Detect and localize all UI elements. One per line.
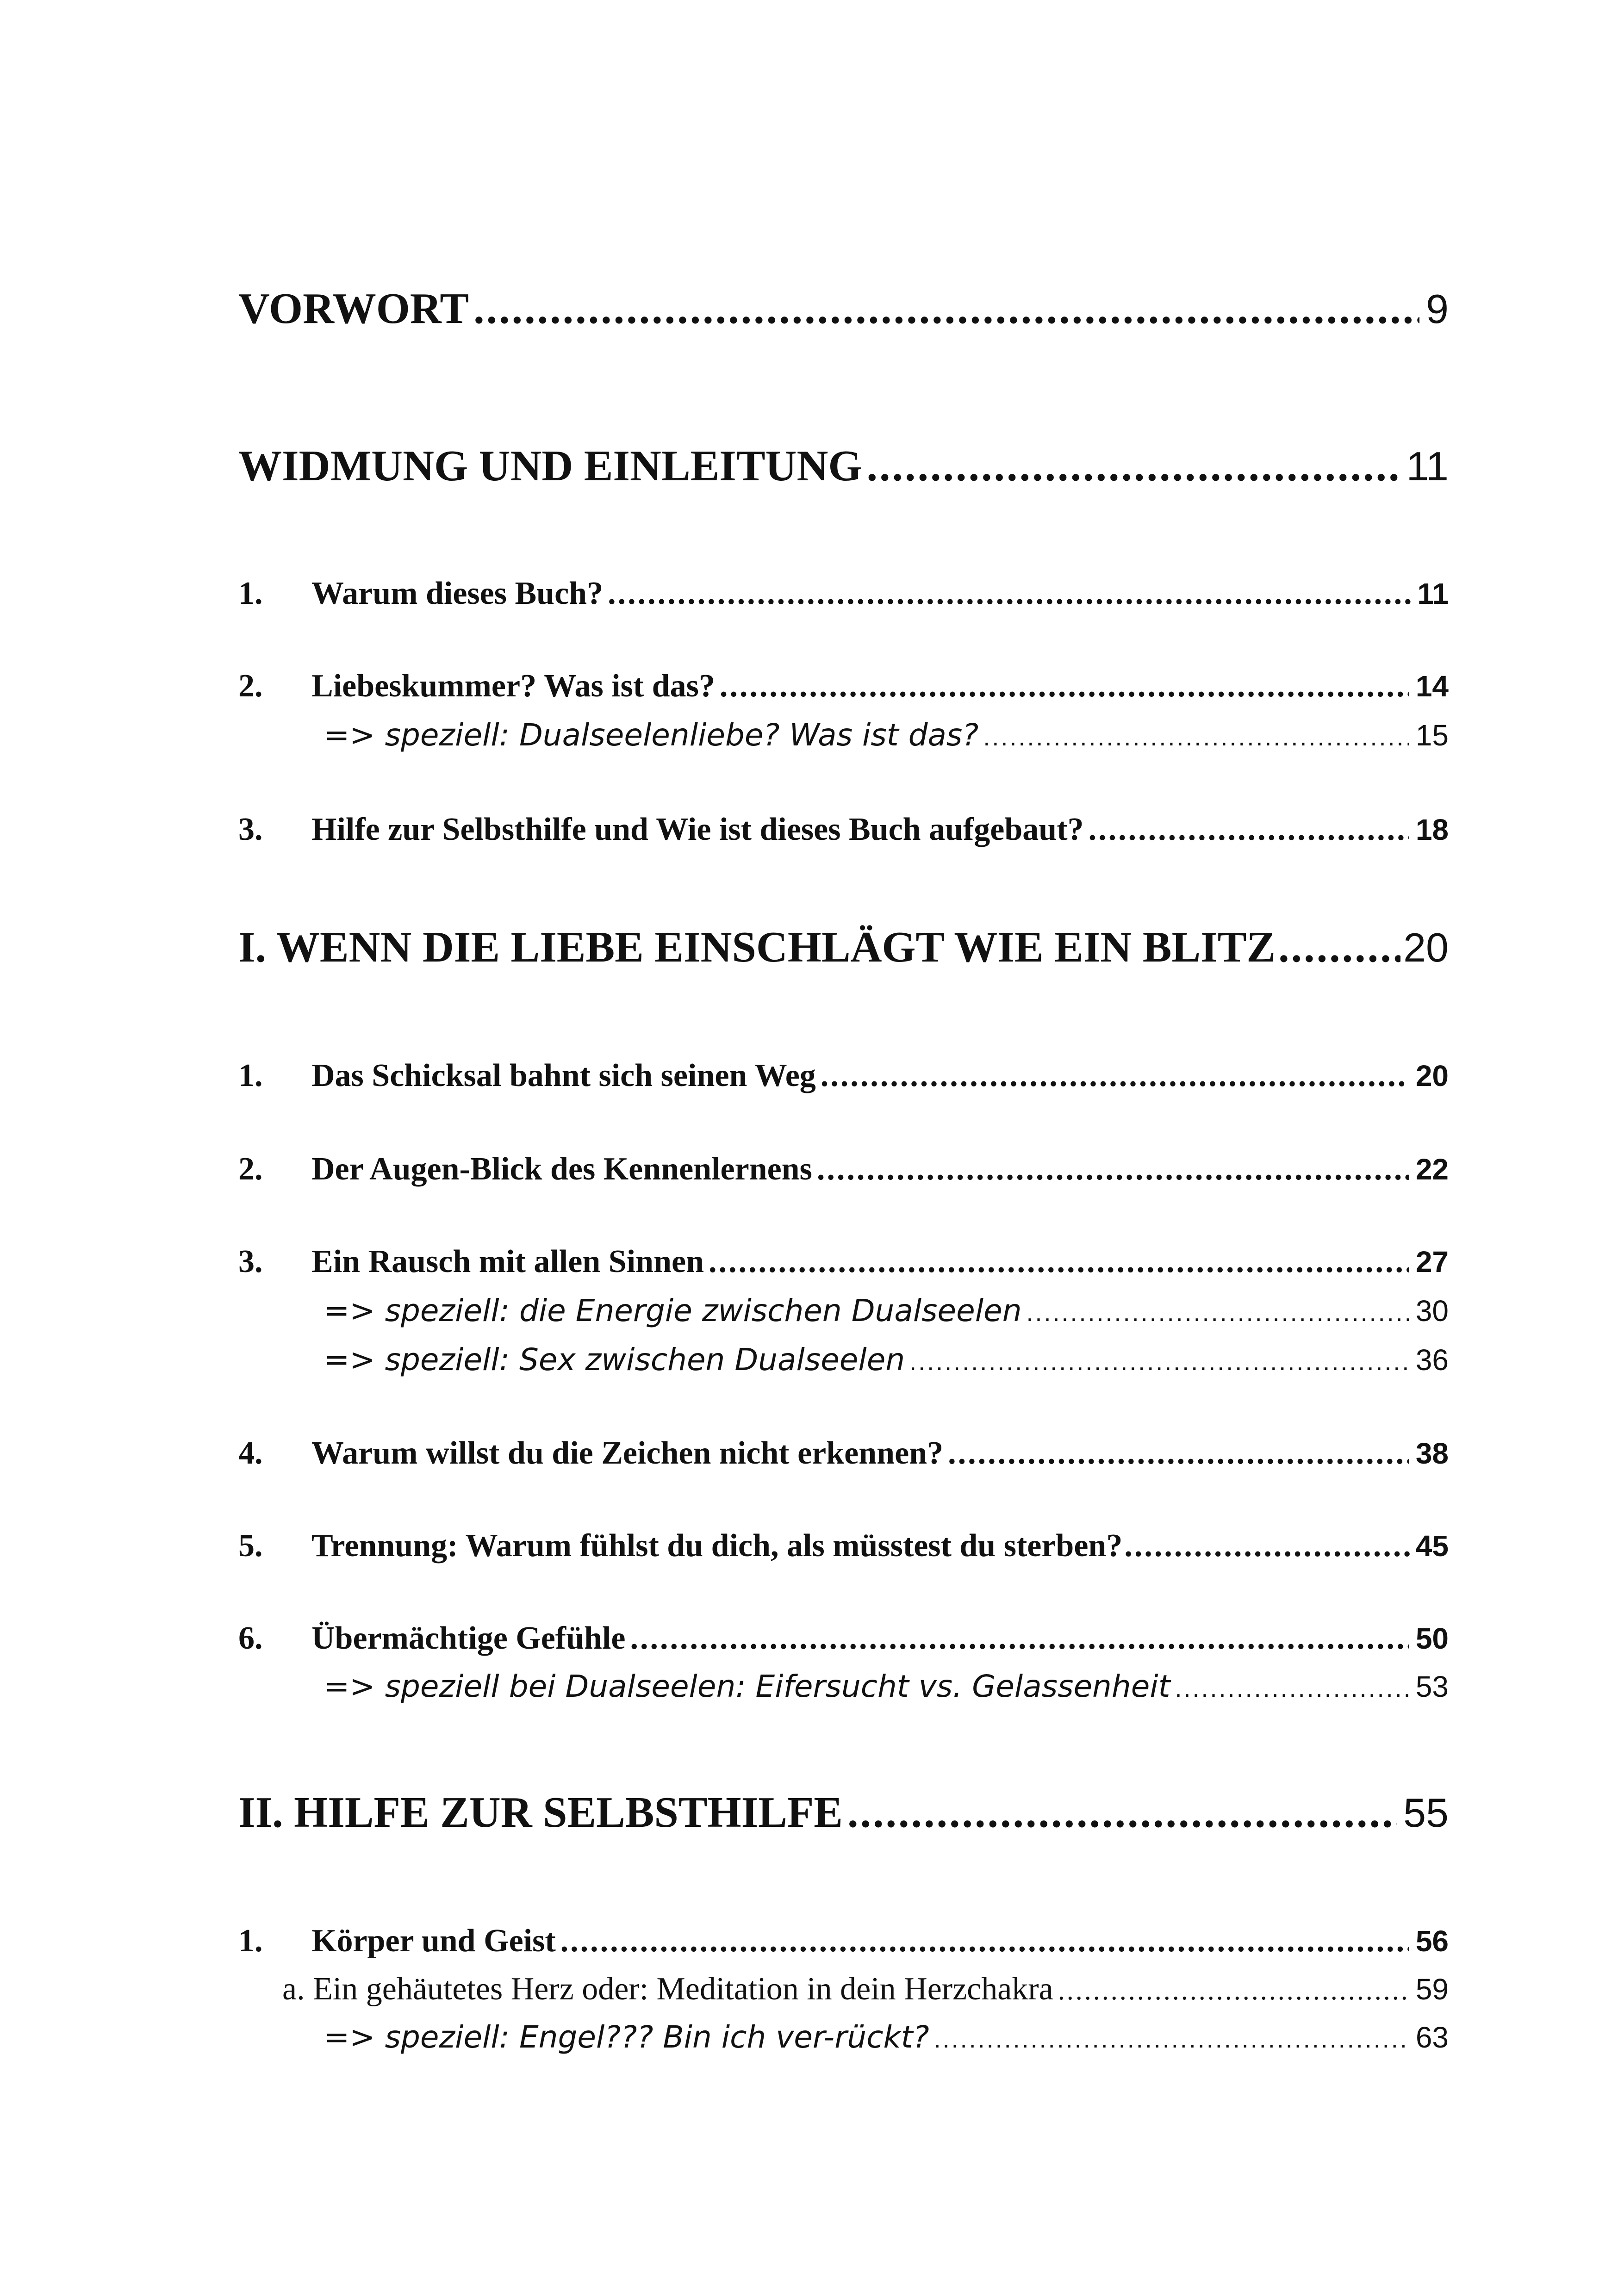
dot-leader: [821, 1060, 1409, 1092]
toc-subentry-eifersucht: [324, 1671, 1449, 1702]
toc-entry-title: Ein Rausch mit allen Sinnen: [311, 1244, 704, 1279]
toc-entry-rausch: [238, 1246, 1449, 1278]
toc-entry-page: 11: [1417, 577, 1449, 610]
toc-entry-page: 56: [1415, 1924, 1449, 1958]
toc-entry-schicksal: [238, 1060, 1449, 1092]
toc-entry-page: 20: [1403, 925, 1449, 970]
toc-entry-title: => speziell: Engel??? Bin ich ver-rückt?: [324, 2019, 929, 2055]
toc-subentry-engel: [324, 2019, 1449, 2055]
dot-leader: [720, 670, 1409, 702]
toc-entry-hilfe-zur-selbsthilfe: [238, 813, 1449, 846]
dot-leader: [1175, 1676, 1409, 1701]
toc-entry-number: 1.: [238, 1058, 263, 1093]
toc-entry-kapitel-1: [238, 925, 1449, 969]
dot-leader: [847, 1791, 1397, 1834]
toc-entry-page: 9: [1426, 286, 1449, 332]
toc-entry-warum-dieses-buch: [238, 577, 1449, 610]
toc-entry-page: 22: [1415, 1153, 1449, 1186]
toc-entry-number: 3.: [238, 812, 263, 847]
toc-entry-page: 14: [1415, 670, 1449, 703]
toc-entry-page: 45: [1415, 1529, 1449, 1563]
dot-leader: [948, 1437, 1409, 1470]
toc-entry-page: 38: [1415, 1437, 1449, 1470]
toc-entry-page: 18: [1415, 813, 1449, 846]
dot-leader: [709, 1246, 1409, 1278]
toc-entry-title: Hilfe zur Selbsthilfe und Wie ist dieses Buch aufgebaut?: [311, 812, 1084, 847]
dot-leader: [1089, 813, 1409, 846]
toc-entry-page: 55: [1403, 1790, 1449, 1836]
toc-entry-title: Übermächtige Gefühle: [311, 1620, 626, 1656]
toc-entry-page: 15: [1415, 719, 1449, 752]
toc-entry-page: 11: [1406, 443, 1449, 489]
toc-entry-widmung: [238, 444, 1449, 488]
toc-subentry-energie: [324, 1293, 1449, 1328]
toc-entry-page: 30: [1415, 1294, 1449, 1328]
toc-entry-number: 2.: [238, 668, 263, 704]
toc-entry-liebeskummer: [238, 670, 1449, 702]
dot-leader: [983, 725, 1409, 750]
toc-entry-title: II. HILFE ZUR SELBSTHILFE: [238, 1788, 843, 1837]
toc-entry-page: 53: [1415, 1670, 1449, 1703]
dot-leader: [1124, 1530, 1412, 1562]
toc-entry-kapitel-2: [238, 1788, 1449, 1837]
toc-subentry-herzchakra: [282, 1973, 1449, 2005]
toc-subentry-dualseelenliebe: [324, 717, 1449, 753]
toc-entry-title: => speziell: die Energie zwischen Dualseelen: [324, 1293, 1022, 1328]
toc-entry-augen-blick: [238, 1153, 1449, 1185]
toc-entry-number: 1.: [238, 1923, 263, 1959]
toc-entry-title: WIDMUNG UND EINLEITUNG: [238, 442, 862, 490]
toc-entry-title: Das Schicksal bahnt sich seinen Weg: [311, 1058, 816, 1093]
toc-entry-number: 6.: [238, 1620, 263, 1656]
toc-entry-title: a. Ein gehäutetes Herz oder: Meditation in dein Herzchakra: [282, 1971, 1053, 2007]
toc-entry-gefuehle: [238, 1622, 1449, 1655]
toc-entry-zeichen: [238, 1437, 1449, 1470]
dot-leader: [560, 1925, 1409, 1957]
toc-entry-number: 1.: [238, 576, 263, 611]
dot-leader: [1058, 1976, 1409, 2004]
toc-entry-title: VORWORT: [238, 285, 469, 333]
toc-entry-title: Körper und Geist: [311, 1923, 556, 1959]
toc-entry-page: 20: [1415, 1059, 1449, 1092]
toc-entry-trennung: [238, 1530, 1449, 1562]
dot-leader: [473, 287, 1419, 330]
toc-entry-page: 63: [1415, 2021, 1449, 2054]
dot-leader: [934, 2027, 1409, 2052]
toc-entry-page: 36: [1415, 1343, 1449, 1377]
toc-entry-title: Warum willst du die Zeichen nicht erkennen?: [311, 1435, 944, 1471]
dot-leader: [817, 1153, 1409, 1185]
toc-entry-title: I. WENN DIE LIEBE EINSCHLÄGT WIE EIN BLITZ: [238, 923, 1276, 971]
dot-leader: [630, 1622, 1409, 1655]
toc-entry-title: => speziell: Dualseelenliebe? Was ist das?: [324, 717, 979, 753]
toc-entry-number: 5.: [238, 1528, 263, 1564]
dot-leader: [909, 1349, 1409, 1374]
toc-entry-title: Trennung: Warum fühlst du dich, als müsstest du sterben?: [311, 1528, 1123, 1564]
toc-entry-page: 50: [1415, 1622, 1449, 1655]
toc-entry-koerper-und-geist: [238, 1925, 1449, 1957]
toc-entry-number: 2.: [238, 1151, 263, 1187]
toc-entry-vorwort: [238, 285, 1449, 333]
toc-entry-title: Warum dieses Buch?: [311, 576, 604, 611]
toc-entry-page: 27: [1415, 1245, 1449, 1278]
toc-entry-title: => speziell: Sex zwischen Dualseelen: [324, 1342, 905, 1378]
toc-entry-title: Liebeskummer? Was ist das?: [311, 668, 715, 704]
toc-entry-title: Der Augen-Blick des Kennenlernens: [311, 1151, 812, 1187]
toc-entry-number: 4.: [238, 1435, 263, 1471]
toc-entry-page: 59: [1415, 1973, 1449, 2006]
dot-leader: [1278, 925, 1400, 969]
toc-subentry-sex: [324, 1342, 1449, 1378]
toc-entry-number: 3.: [238, 1244, 263, 1279]
toc-entry-title: => speziell bei Dualseelen: Eifersucht vs. Gelassenheit: [324, 1669, 1170, 1704]
dot-leader: [608, 577, 1411, 610]
dot-leader: [1027, 1300, 1409, 1325]
dot-leader: [866, 444, 1400, 488]
